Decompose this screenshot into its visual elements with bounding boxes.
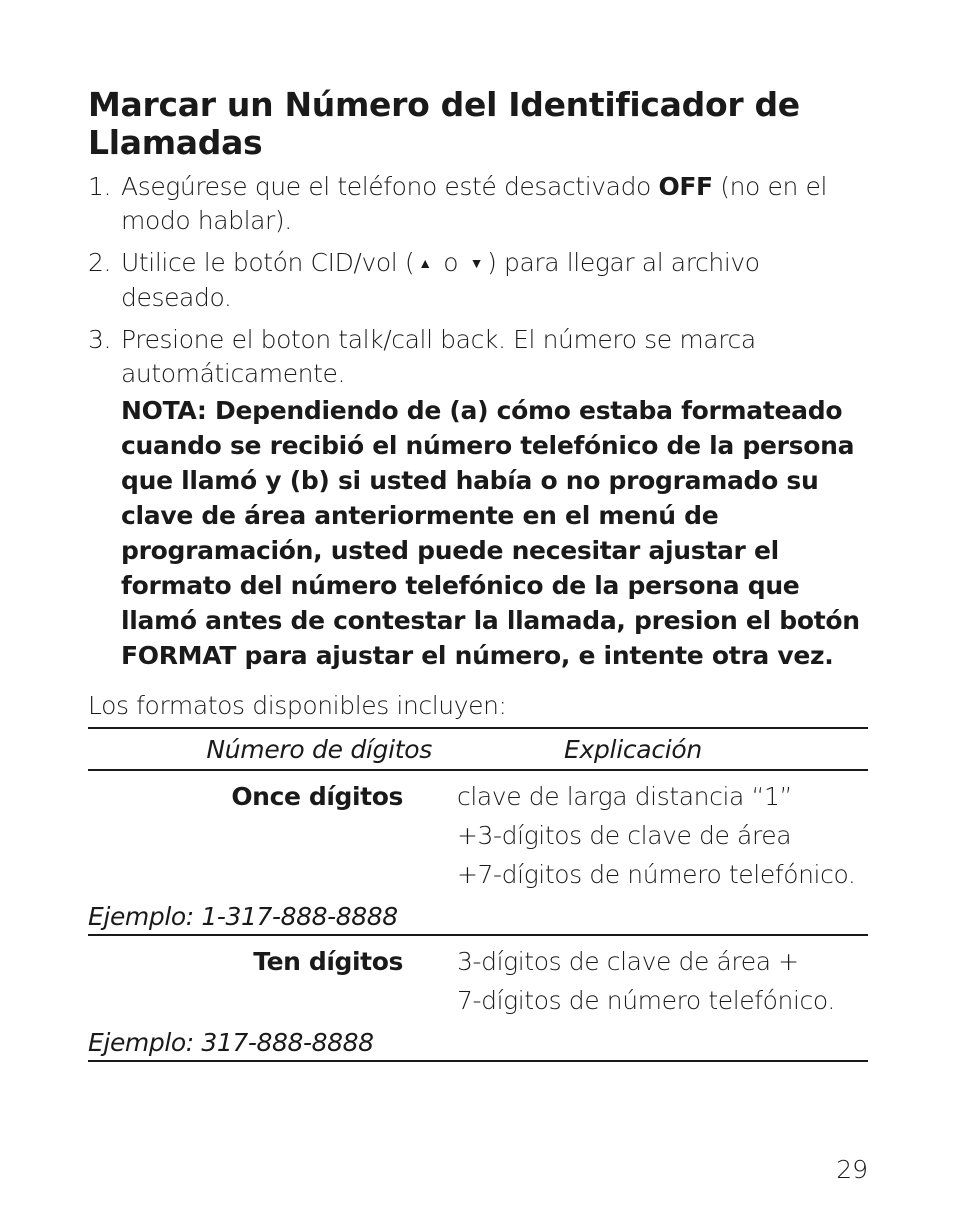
manual-page <box>88 86 868 1062</box>
explanation-line: +3-dígitos de clave de área <box>457 821 792 850</box>
table-header <box>88 729 868 771</box>
explanation-line: 3-dígitos de clave de área + <box>457 947 799 976</box>
row-content <box>88 771 868 894</box>
formats-table <box>88 727 868 1062</box>
table-row <box>88 771 868 936</box>
row-example: Ejemplo: 317-888-8888 <box>88 1028 374 1057</box>
step-text: (no en el modo hablar). <box>121 172 827 235</box>
formats-intro: Los formatos disponibles incluyen: <box>88 691 507 720</box>
step-text: o <box>435 248 466 277</box>
up-arrow-icon: ▲ <box>418 256 432 272</box>
step-text: ) para llegar al archivo deseado. <box>121 248 760 312</box>
page-title: Marcar un Número del Identificador de Llamadas <box>88 85 800 162</box>
down-arrow-icon: ▼ <box>469 256 484 272</box>
step-1 <box>88 170 868 238</box>
step-number: 2. <box>88 248 112 277</box>
row-explanation <box>405 777 868 894</box>
header-explanation: Explicación <box>564 734 702 764</box>
row-explanation <box>405 942 868 1020</box>
explanation-line: +7-dígitos de número telefónico. <box>457 860 856 889</box>
table-row <box>88 936 868 1060</box>
off-keyword: OFF <box>658 172 713 201</box>
explanation-line: clave de larga distancia “1” <box>457 782 793 811</box>
header-digits: Número de dígitos <box>206 734 432 764</box>
note-paragraph: NOTA: Dependiendo de (a) cómo estaba formateado cuando se recibió el número telefónico de la persona que llamó y (b) si usted había o no programado su clave de área anteriormente en el menú de programación, usted puede necesitar ajustar el formato del número telefónico de la persona que llamó antes de contestar la llamada, presion el botón FORMAT para ajustar el número, e intente otra vez. <box>121 396 860 670</box>
page-number: 29 <box>836 1155 868 1184</box>
steps-list <box>88 170 868 391</box>
step-number: 1. <box>88 172 112 201</box>
step-text: Utilice le botón CID/vol ( <box>121 248 415 277</box>
explanation-line: 7-dígitos de número telefónico. <box>457 986 835 1015</box>
step-3 <box>88 323 868 391</box>
row-content <box>88 936 868 1020</box>
step-2 <box>88 246 868 315</box>
step-number: 3. <box>88 325 112 354</box>
row-example: Ejemplo: 1-317-888-8888 <box>88 902 398 931</box>
row-label: Once dígitos <box>231 782 403 811</box>
step-text: Presione el boton talk/call back. El número se marca automáticamente. <box>121 325 756 388</box>
step-text: Asegúrese que el teléfono esté desactivado <box>121 172 659 201</box>
row-label: Ten dígitos <box>253 947 403 976</box>
